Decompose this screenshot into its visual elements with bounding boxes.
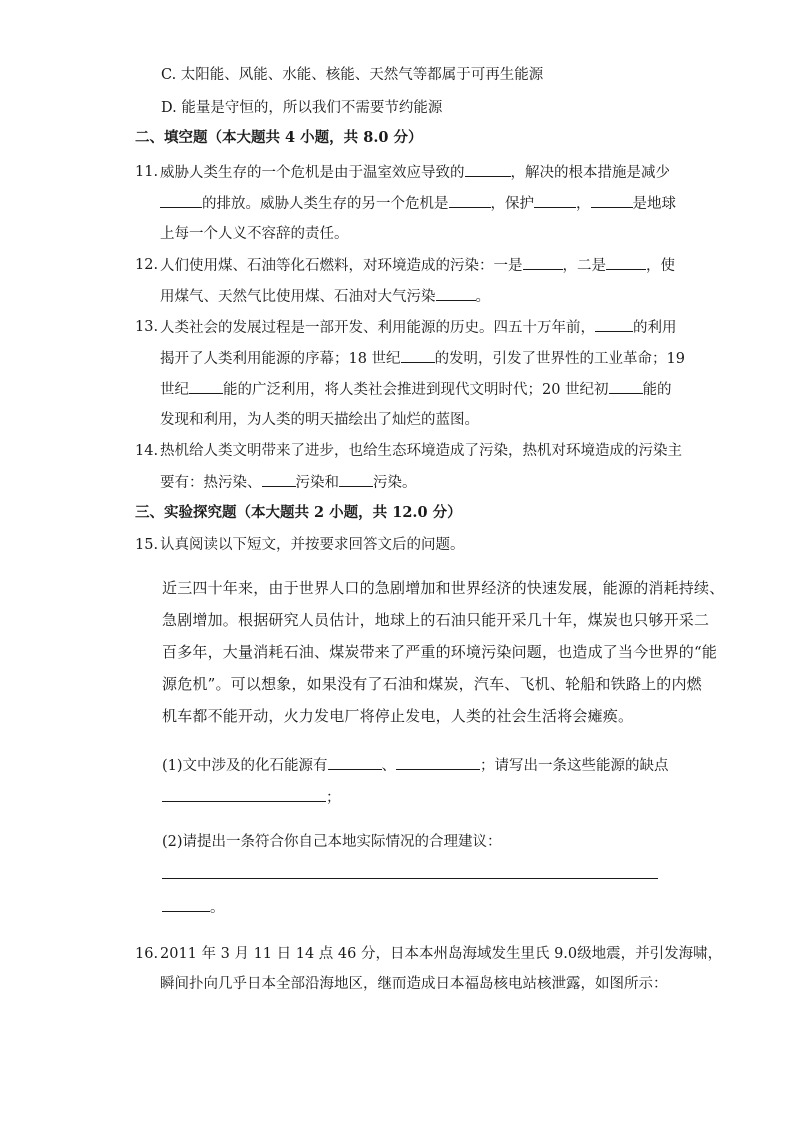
q13-text: 能的: [642, 382, 672, 398]
q13-line-3: [160, 379, 672, 400]
answer-blank[interactable]: [396, 755, 480, 770]
q15-sub1-text: (1)文中涉及的化石能源有: [162, 758, 328, 774]
q15-sub1-text: ；: [326, 790, 341, 806]
q12-text: 用煤气、天然气比使用煤、石油对大气污染: [160, 289, 436, 305]
q14-text: 要有：热污染、: [160, 475, 262, 491]
q13-text: 能的广泛利用，将人类社会推进到现代文明时代；20 世纪初: [223, 382, 609, 398]
q13-text: 揭开了人类利用能源的序幕；18 世纪: [160, 351, 401, 367]
q14-line-2: [160, 472, 417, 493]
q15-sub-1: [162, 755, 669, 776]
q11-text: 是地球: [632, 196, 676, 212]
q11-text: 威胁人类生存的一个危机是由于温室效应导致的: [160, 165, 465, 181]
q11-text: ，保护: [490, 196, 534, 212]
answer-blank[interactable]: [162, 787, 326, 802]
q15-passage-line: 源危机”。可以想象，如果没有了石油和煤炭，汽车、飞机、轮船和铁路上的内燃: [162, 675, 702, 693]
q12-text: 人们使用煤、石油等化石燃料，对环境造成的污染：一是: [160, 258, 523, 274]
answer-blank[interactable]: [595, 317, 633, 332]
answer-blank[interactable]: [449, 193, 491, 208]
answer-blank[interactable]: [606, 255, 646, 270]
q11-line-3: 上每一个人义不容辞的责任。: [160, 226, 349, 242]
q11-line-1: [160, 162, 670, 183]
answer-blank[interactable]: [436, 286, 476, 301]
q12-line-2: [160, 286, 490, 307]
q15-sub-2-cont: [162, 897, 225, 918]
q13-line-1: [160, 317, 677, 338]
answer-blank[interactable]: [262, 472, 296, 487]
question-number: 14.: [135, 443, 159, 459]
q13-text: 人类社会的发展过程是一部开发、利用能源的历史。四五十万年前，: [160, 320, 595, 336]
section-fill-in-title: 二、填空题（本大题共 4 小题，共 8.0 分）: [135, 129, 423, 146]
q15-sub2-text: 。: [210, 900, 225, 916]
q13-text: 的利用: [633, 320, 677, 336]
answer-blank[interactable]: [465, 162, 511, 177]
q13-text: 的发明，引发了世界性的工业革命；19: [434, 351, 686, 367]
answer-blank[interactable]: [534, 193, 576, 208]
option-d: D. 能量是守恒的，所以我们不需要节约能源: [161, 100, 443, 116]
q11-text: 的排放。威胁人类生存的另一个危机是: [202, 196, 449, 212]
q15-passage-line: 百多年，大量消耗石油、煤炭带来了严重的环境污染问题，也造成了当今世界的“能: [162, 643, 718, 661]
answer-line[interactable]: [162, 878, 658, 879]
option-c: C. 太阳能、风能、水能、核能、天然气等都属于可再生能源: [161, 67, 544, 83]
question-number: 12.: [135, 257, 159, 273]
q16-line-2: 瞬间扑向几乎日本全部沿海地区，继而造成日本福岛核电站核泄露，如图所示：: [160, 976, 668, 992]
q15-intro: 认真阅读以下短文，并按要求回答文后的问题。: [160, 537, 465, 553]
answer-blank[interactable]: [523, 255, 563, 270]
q15-sub1-text: 、: [381, 758, 397, 774]
answer-blank[interactable]: [609, 379, 643, 394]
q11-text: ，: [576, 196, 591, 212]
q13-line-4: 发现和利用，为人类的明天描绘出了灿烂的蓝图。: [160, 412, 479, 428]
question-number: 11.: [135, 164, 159, 180]
section-experiment-title: 三、实验探究题（本大题共 2 小题，共 12.0 分）: [135, 504, 462, 521]
answer-blank[interactable]: [401, 348, 435, 363]
q15-passage-line: 机车都不能开动，火力发电厂将停止发电，人类的社会生活将会瘫痪。: [162, 707, 634, 725]
q14-text: 污染。: [373, 475, 417, 491]
answer-blank[interactable]: [591, 193, 633, 208]
answer-blank[interactable]: [162, 897, 210, 912]
question-number: 13.: [135, 319, 159, 335]
q16-line-1: 2011 年 3 月 11 日 14 点 46 分，日本本州岛海域发生里氏 9.0级地震，并引发海啸，: [160, 946, 723, 962]
q14-line-1: 热机给人类文明带来了进步，也给生态环境造成了污染，热机对环境造成的污染主: [160, 443, 682, 459]
answer-blank[interactable]: [160, 193, 202, 208]
q12-text: 。: [475, 289, 490, 305]
question-number: 15.: [135, 537, 159, 553]
q12-line-1: [160, 255, 675, 276]
q15-sub-2: (2)请提出一条符合你自己本地实际情况的合理建议：: [162, 834, 502, 850]
q13-text: 世纪: [160, 382, 189, 398]
q15-passage-line: 急剧增加。根据研究人员估计，地球上的石油只能开采几十年，煤炭也只够开采二: [162, 611, 710, 629]
answer-blank[interactable]: [339, 472, 373, 487]
q15-sub1-text: ；请写出一条这些能源的缺点: [480, 758, 669, 774]
q12-text: ，二是: [562, 258, 606, 274]
q14-text: 污染和: [295, 475, 339, 491]
q15-sub-1-cont: [162, 787, 341, 808]
q11-text: ，解决的根本措施是减少: [510, 165, 670, 181]
answer-blank[interactable]: [189, 379, 223, 394]
q11-line-2: [160, 193, 676, 214]
q13-line-2: [160, 348, 685, 369]
question-number: 16.: [135, 946, 159, 962]
q12-text: ，使: [646, 258, 675, 274]
q15-passage-line: 近三四十年来，由于世界人口的急剧增加和世界经济的快速发展，能源的消耗持续、: [162, 579, 725, 597]
answer-blank[interactable]: [328, 755, 382, 770]
